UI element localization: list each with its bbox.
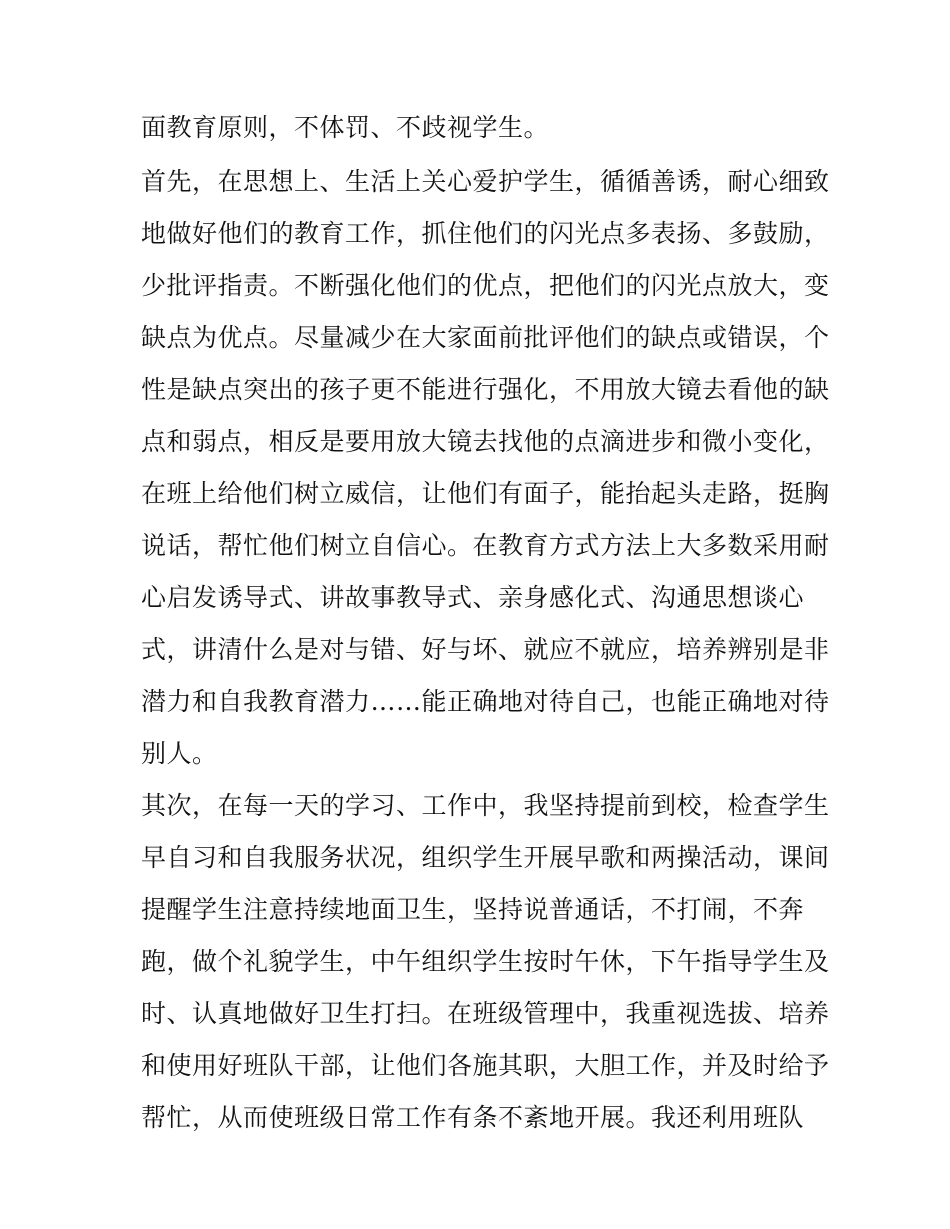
text-line: 时、认真地做好卫生打扫。在班级管理中，我重视选拔、培养 <box>141 999 830 1028</box>
text-line: 提醒学生注意持续地面卫生，坚持说普通话，不打闹，不奔 <box>141 895 805 924</box>
text-line: 地做好他们的教育工作，抓住他们的闪光点多表扬、多鼓励， <box>141 219 830 248</box>
text-line: 少批评指责。不断强化他们的优点，把他们的闪光点放大，变 <box>141 271 830 300</box>
text-line: 点和弱点，相反是要用放大镜去找他的点滴进步和微小变化， <box>141 427 830 456</box>
text-line: 帮忙，从而使班级日常工作有条不紊地开展。我还利用班队 <box>141 1103 805 1132</box>
text-line: 跑，做个礼貌学生，中午组织学生按时午休，下午指导学生及 <box>141 947 830 976</box>
text-line: 式，讲清什么是对与错、好与坏、就应不就应，培养辨别是非 <box>141 635 830 664</box>
text-line: 别人。 <box>141 739 218 768</box>
text-line: 首先，在思想上、生活上关心爱护学生，循循善诱，耐心细致 <box>141 167 830 196</box>
text-line: 缺点为优点。尽量减少在大家面前批评他们的缺点或错误，个 <box>141 323 830 352</box>
text-line: 潜力和自我教育潜力……能正确地对待自己，也能正确地对待 <box>141 687 830 716</box>
text-line: 其次，在每一天的学习、工作中，我坚持提前到校，检查学生 <box>141 791 830 820</box>
text-line: 说话，帮忙他们树立自信心。在教育方式方法上大多数采用耐 <box>141 531 830 560</box>
text-line: 心启发诱导式、讲故事教导式、亲身感化式、沟通思想谈心 <box>141 583 805 612</box>
text-line: 面教育原则，不体罚、不歧视学生。 <box>141 113 550 142</box>
text-line: 在班上给他们树立威信，让他们有面子，能抬起头走路，挺胸 <box>141 479 830 508</box>
text-line: 性是缺点突出的孩子更不能进行强化，不用放大镜去看他的缺 <box>141 375 830 404</box>
text-line: 早自习和自我服务状况，组织学生开展早歌和两操活动，课间 <box>141 843 830 872</box>
text-line: 和使用好班队干部，让他们各施其职，大胆工作，并及时给予 <box>141 1051 830 1080</box>
